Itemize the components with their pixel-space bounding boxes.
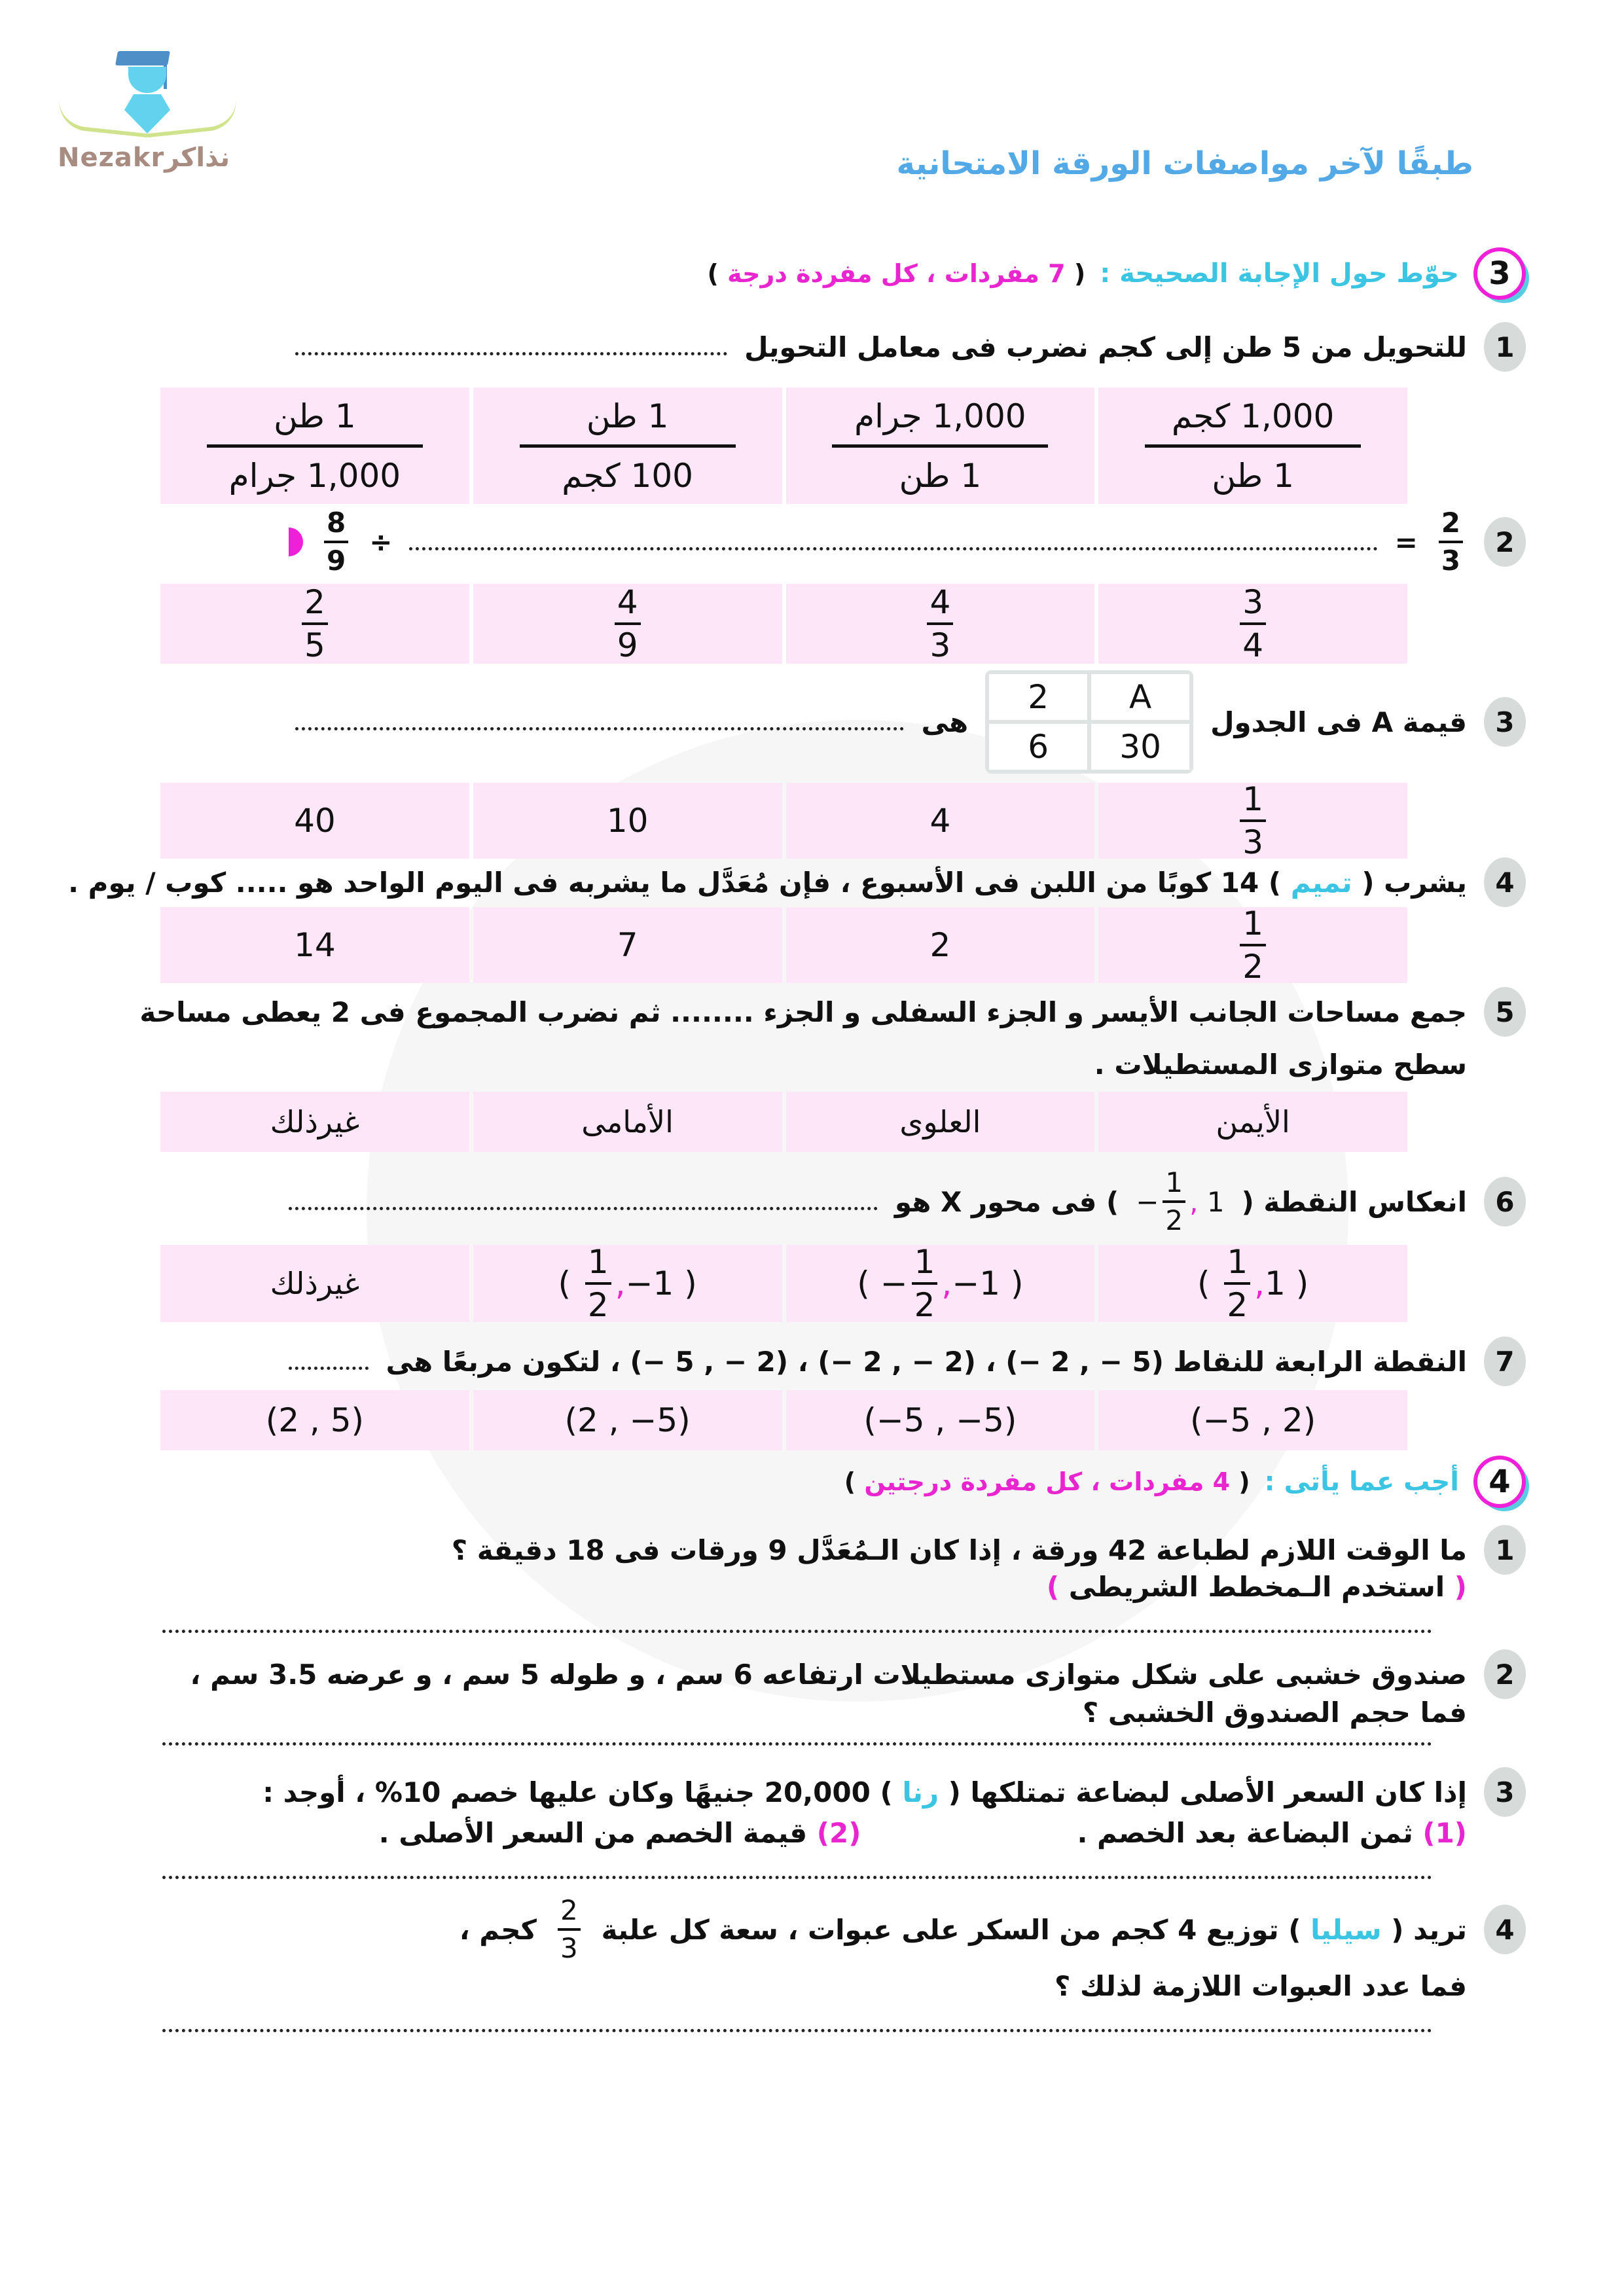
option[interactable]: 1,000 كجم 1 طن: [1098, 387, 1407, 504]
question-number: 1: [1484, 1525, 1526, 1575]
table-cell: 2: [989, 674, 1087, 720]
section-title: حوّط حول الإجابة الصحيحة :: [1100, 259, 1459, 289]
part-label: (2): [816, 1817, 861, 1849]
student-name: رنا: [902, 1776, 939, 1808]
question-text: فما حجم الصندوق الخشبى ؟: [1082, 1696, 1467, 1729]
option[interactable]: 2: [786, 907, 1095, 983]
question-4-3: [262, 1767, 1526, 1817]
option[interactable]: (2 , 5): [160, 1390, 469, 1450]
table-cell: A: [1091, 674, 1189, 720]
option[interactable]: $\frac{1}{2}$: [1098, 907, 1407, 983]
question-number: 5: [1484, 987, 1526, 1037]
page-header-title: طبقًا لآخر مواصفات الورقة الامتحانية: [896, 145, 1473, 182]
fraction: $\frac{8}{9}$: [324, 509, 348, 575]
point: − $\frac{1}{2}$ , 1: [1136, 1166, 1225, 1236]
question-4-4-line-2: [1055, 1970, 1467, 2002]
answer-line[interactable]: [162, 1630, 1432, 1633]
question-number: 3: [1484, 697, 1526, 747]
question-4-2: [190, 1649, 1526, 1699]
option[interactable]: غيرذلك: [160, 1245, 469, 1322]
logo-brand-text: Nezakrنذاكر: [58, 143, 230, 173]
question-4-3-parts: [379, 1817, 1467, 1849]
option[interactable]: ( $\frac{1}{2}$ , −1 ): [473, 1245, 782, 1322]
divide-sign: ÷: [369, 526, 393, 558]
question-4-1: [452, 1525, 1526, 1575]
question-number: 2: [1484, 517, 1526, 567]
option[interactable]: الأمامى: [473, 1092, 782, 1152]
answer-blank[interactable]: [295, 352, 727, 355]
option[interactable]: (−5 , −5): [786, 1390, 1095, 1450]
nezakr-logo: [51, 51, 241, 188]
section-number-badge: 4: [1473, 1456, 1526, 1508]
option[interactable]: العلوى: [786, 1092, 1095, 1152]
question-text: جمع مساحات الجانب الأيسر و الجزء السفلى و الجزء ........ ثم نضرب المجموع فى 2 يعطى مساحة: [139, 996, 1467, 1028]
option[interactable]: 14: [160, 907, 469, 983]
equals-sign: =: [1394, 526, 1418, 558]
table-cell: 30: [1091, 724, 1189, 770]
question-4-1-hint: [1047, 1571, 1467, 1603]
question-number: 6: [1484, 1177, 1526, 1227]
option[interactable]: $\frac{3}{4}$: [1098, 584, 1407, 664]
answer-line[interactable]: [162, 1876, 1432, 1879]
question-6: [289, 1166, 1526, 1236]
question-text: يشرب ( تميم ) 14 كوبًا من اللبن فى الأسبوع ، فإن مُعَدَّل ما يشربه فى اليوم الواحد هو ..... كوب / يوم .: [68, 866, 1467, 899]
question-number: 7: [1484, 1336, 1526, 1386]
option[interactable]: 40: [160, 783, 469, 859]
question-4-options: [160, 905, 1407, 986]
hint-text: ( استخدم الـمخطط الشريطى ): [1046, 1571, 1467, 1603]
question-2-options: [160, 584, 1407, 664]
section-title: أجب عما يأتى :: [1264, 1467, 1459, 1497]
part-text: ثمن البضاعة بعد الخصم .: [1077, 1817, 1413, 1849]
option[interactable]: (2 , −5): [473, 1390, 782, 1450]
question-3: [295, 670, 1526, 774]
question-1-options: [160, 387, 1407, 504]
option[interactable]: ( $\frac{1}{2}$ , 1 ): [1098, 1245, 1407, 1322]
pink-half-circle-icon: [289, 528, 303, 556]
question-4-4: [459, 1894, 1526, 1964]
option[interactable]: 1 طن 100 كجم: [473, 387, 782, 504]
question-text: ) فى محور X هو: [894, 1185, 1119, 1218]
question-text: إذا كان السعر الأصلى لبضاعة تمتلكها ( رنا ) 20,000 جنيهًا وكان عليها خصم 10% ، أوجد :: [262, 1776, 1467, 1808]
section-number-badge: 3: [1473, 247, 1526, 300]
question-text: صندوق خشبى على شكل متوازى مستطيلات ارتفاعه 6 سم ، و طوله 5 سم ، و عرضه 3.5 سم ،: [190, 1658, 1467, 1691]
question-4: [68, 857, 1526, 907]
answer-line[interactable]: [162, 2029, 1432, 2032]
question-text: كجم ،: [459, 1913, 537, 1946]
question-number: 3: [1484, 1767, 1526, 1817]
fraction: $\frac{2}{3}$: [558, 1897, 581, 1962]
fraction: $\frac{2}{3}$: [1439, 509, 1463, 575]
option[interactable]: 1 طن 1,000 جرام: [160, 387, 469, 504]
option[interactable]: 10: [473, 783, 782, 859]
question-7: [289, 1336, 1526, 1386]
student-name: سيليا: [1310, 1913, 1382, 1946]
student-name: تميم: [1290, 866, 1352, 899]
answer-blank[interactable]: [295, 727, 904, 730]
option[interactable]: 1,000 جرام 1 طن: [786, 387, 1095, 504]
question-text: للتحويل من 5 طن إلى كجم نضرب فى معامل التحويل: [744, 331, 1467, 363]
answer-blank[interactable]: [409, 547, 1377, 550]
part-label: (1): [1422, 1817, 1467, 1849]
question-2: [289, 509, 1526, 575]
question-6-options: [160, 1245, 1407, 1322]
option[interactable]: الأيمن: [1098, 1092, 1407, 1152]
part-text: قيمة الخصم من السعر الأصلى .: [378, 1817, 808, 1849]
question-1: [295, 322, 1526, 372]
option[interactable]: $\frac{4}{3}$: [786, 584, 1095, 664]
section-note: ( 4 مفردات ، كل مفردة درجتين ): [844, 1467, 1250, 1496]
option[interactable]: ( − $\frac{1}{2}$ , −1 ): [786, 1245, 1095, 1322]
question-text: سطح متوازى المستطيلات .: [1094, 1049, 1467, 1081]
value-table: [985, 670, 1193, 774]
question-3-options: [160, 780, 1407, 861]
question-number: 4: [1484, 1905, 1526, 1954]
question-text: انعكاس النقطة (: [1241, 1185, 1467, 1218]
answer-blank[interactable]: [289, 1207, 878, 1210]
option[interactable]: غيرذلك: [160, 1092, 469, 1152]
table-cell: 6: [989, 724, 1087, 770]
question-text: قيمة A فى الجدول: [1210, 706, 1467, 738]
question-5-line-2: [1094, 1049, 1467, 1081]
answer-line[interactable]: [162, 1742, 1432, 1746]
question-number: 1: [1484, 322, 1526, 372]
answer-blank[interactable]: [289, 1367, 369, 1370]
option[interactable]: (−5 , 2): [1098, 1390, 1407, 1450]
question-4-2-line-2: [1083, 1696, 1467, 1729]
question-5-options: [160, 1092, 1407, 1152]
question-number: 2: [1484, 1649, 1526, 1699]
question-7-options: [160, 1390, 1407, 1450]
option[interactable]: 7: [473, 907, 782, 983]
question-text: ما الوقت اللازم لطباعة 42 ورقة ، إذا كان الـمُعَدَّل 9 ورقات فى 18 دقيقة ؟: [451, 1534, 1467, 1566]
question-text: فما عدد العبوات اللازمة لذلك ؟: [1055, 1970, 1467, 2002]
section-3-header: [707, 247, 1526, 300]
option[interactable]: $\frac{4}{9}$: [473, 584, 782, 664]
option[interactable]: $\frac{1}{3}$: [1098, 783, 1407, 859]
question-5: [139, 987, 1526, 1037]
question-text: النقطة الرابعة للنقاط (5 − , 2 −) ، (2 − , 2 −) ، (2 − , 5 −) ، لتكون مربعًا هى: [386, 1345, 1467, 1378]
question-suffix: هى: [921, 706, 969, 738]
question-number: 4: [1484, 857, 1526, 907]
option[interactable]: $\frac{2}{5}$: [160, 584, 469, 664]
section-4-header: [844, 1456, 1526, 1508]
section-note: ( 7 مفردات ، كل مفردة درجة ): [707, 259, 1086, 288]
question-text: تريد ( سيليا ) توزيع 4 كجم من السكر على عبوات ، سعة كل علبة: [601, 1913, 1467, 1946]
option[interactable]: 4: [786, 783, 1095, 859]
